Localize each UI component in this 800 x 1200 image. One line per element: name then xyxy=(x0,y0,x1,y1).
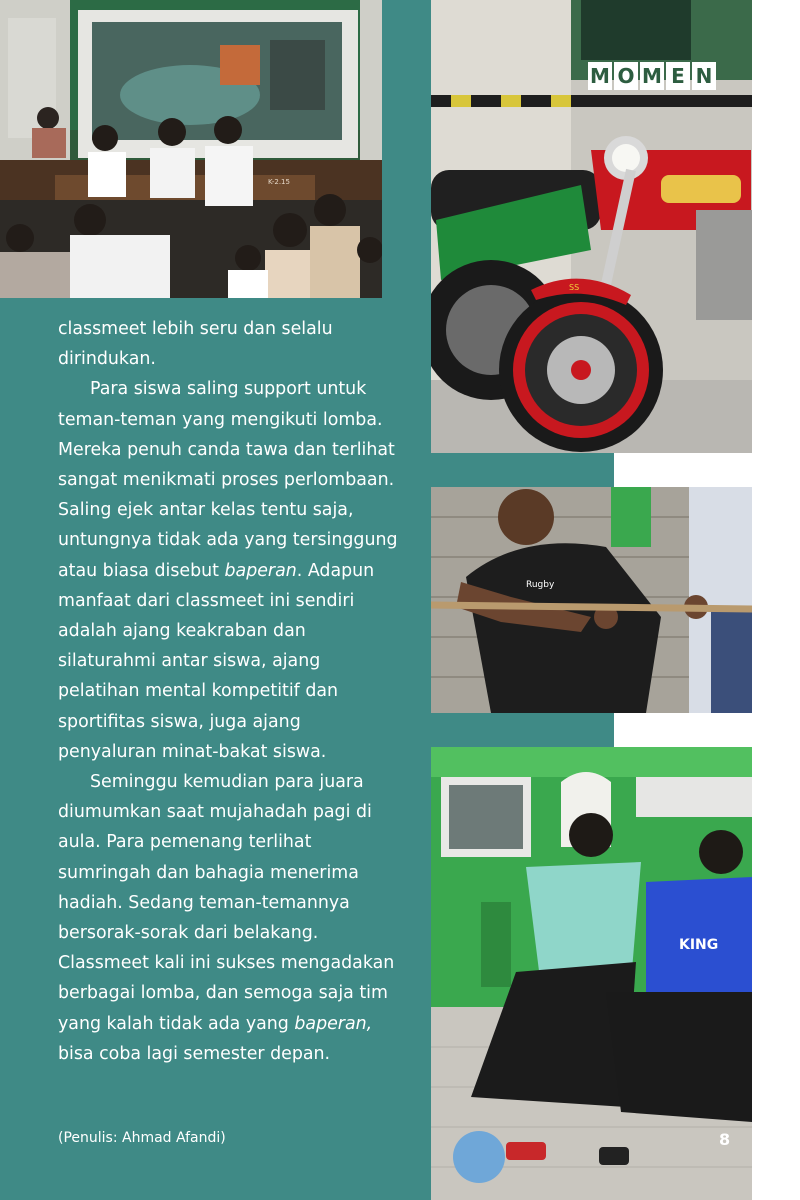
logo-letter: E xyxy=(666,62,690,90)
logo-letter: M xyxy=(588,62,612,90)
photo-esports-svg xyxy=(0,0,382,298)
photo-sarong-football xyxy=(431,747,752,1200)
photo-tug-of-war xyxy=(431,487,752,713)
photo-tug-of-war-svg xyxy=(431,487,752,713)
magazine-logo xyxy=(588,62,716,90)
article-emphasis: baperan xyxy=(224,560,297,581)
seat-label: K-2.15 xyxy=(268,178,290,186)
logo-letter: O xyxy=(614,62,638,90)
article-text: bisa coba lagi semester depan. xyxy=(58,1043,331,1064)
article-paragraph: classmeet lebih seru dan selalu dirindukan. xyxy=(58,319,333,370)
right-margin xyxy=(752,0,800,1200)
article-text: Para siswa saling support untuk teman-teman yang mengikuti lomba. Mereka penuh canda tawa dan terlihat sangat menikmati proses perlombaan. Saling ejek antar kelas tentu saja, untungnya tidak ada yang tersinggung atau biasa disebut xyxy=(58,379,398,581)
article-body xyxy=(58,314,398,1069)
photo-sarong-football-svg xyxy=(431,747,752,1200)
jersey-text: KING xyxy=(679,937,719,953)
article-text: . Adapun manfaat dari classmeet ini sendiri adalah ajang keakraban dan silaturahmi antar siswa, ajang pelatihan mental kompetitif dan sportifitas siswa, juga ajang penyaluran minat-bakat siswa. xyxy=(58,560,375,762)
article-paragraph xyxy=(58,374,398,767)
bike-sticker: SS xyxy=(569,283,580,292)
article-text: Seminggu kemudian para juara diumumkan saat mujahadah pagi di aula. Para pemenang terlihat sumringah dan bahagia menerima hadiah. Sedang teman-temannya bersorak-sorak dari belakang. Classmeet kali ini sukses mengadakan berbagai lomba, dan semoga saja tim yang kalah tidak ada yang xyxy=(58,772,395,1034)
article-emphasis: baperan, xyxy=(294,1013,373,1034)
article-paragraph xyxy=(58,767,398,1069)
shirt-text: Rugby xyxy=(526,580,555,590)
photo-esports-audience xyxy=(0,0,382,298)
author-credit: (Penulis: Ahmad Afandi) xyxy=(58,1130,226,1146)
logo-letter: N xyxy=(692,62,716,90)
page-number: 8 xyxy=(719,1130,731,1149)
logo-letter: M xyxy=(640,62,664,90)
